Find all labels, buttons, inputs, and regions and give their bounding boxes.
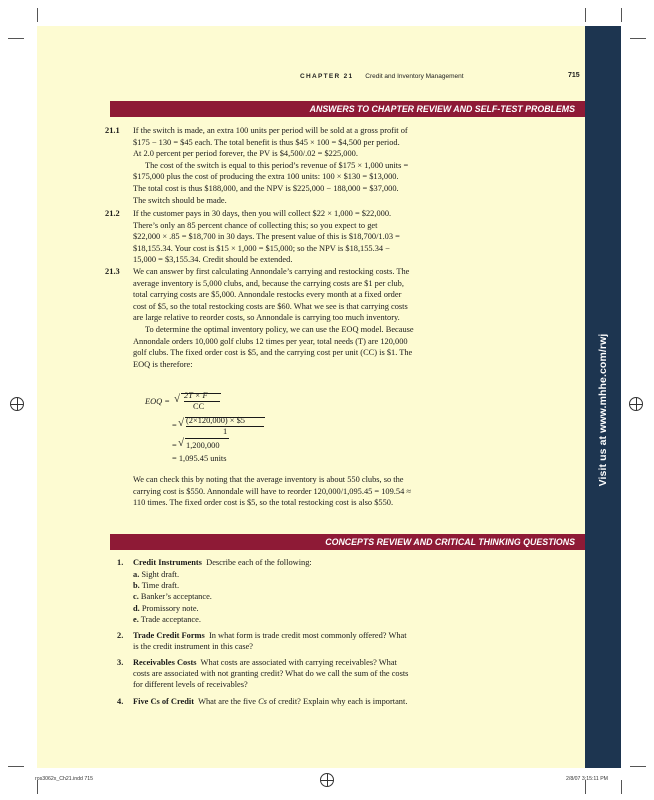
equals-sign: =	[172, 441, 177, 450]
text-line: The switch should be made.	[133, 195, 227, 205]
question-text: is the credit instrument in this case?	[133, 642, 254, 651]
text-line: To determine the optimal inventory policy, we can use the EOQ model. Because	[145, 324, 414, 334]
sqrt-icon: √	[174, 393, 181, 405]
list-item	[133, 603, 199, 614]
question-text: In what form is trade credit most commonly offered? What	[208, 631, 407, 640]
eoq-numerator-values: (2×120,000) × $5	[186, 416, 245, 425]
text-line: are large relative to reorder costs, so Annondale is carrying too much inventory.	[133, 313, 400, 323]
registration-mark-icon	[320, 773, 334, 787]
text-line: We can check this by noting that the average inventory is about 550 clubs, so the	[133, 475, 404, 484]
question-text: of credit? Explain why each is important.	[269, 697, 408, 706]
eoq-numerator: 2T × F	[184, 391, 208, 400]
text-line: cost of $5, so the total restocking costs are $60. What we see is that carrying costs	[133, 301, 408, 311]
question-text: What costs are associated with carrying receivables? What	[200, 658, 397, 667]
problem-number: 21.3	[105, 267, 120, 276]
item-letter: c.	[133, 592, 139, 601]
running-header	[300, 73, 464, 80]
question-2	[133, 630, 407, 641]
registration-mark-icon	[629, 397, 643, 411]
text-line: 15,000 = $3,155.34. Credit should be extended.	[133, 255, 293, 265]
question-number: 3.	[117, 658, 124, 667]
item-text: Sight draft.	[141, 570, 180, 579]
page-number: 715	[568, 72, 580, 79]
question-text: What are the five	[198, 697, 256, 706]
text-line: $175,000 plus the cost of producing the extra 100 units: 100 × $130 = $13,000.	[133, 172, 399, 182]
equals-sign: =	[172, 421, 177, 430]
question-title: Credit Instruments	[133, 558, 202, 567]
text-line: EOQ is therefore:	[133, 359, 193, 369]
text-line: golf clubs. The fixed order cost is $5, and the carrying cost per unit (CC) is $1. The	[133, 348, 413, 358]
text-line: If the switch is made, an extra 100 units per period will be sold at a gross profit of	[133, 126, 408, 135]
footer-file-name: ros3062x_Ch21.indd 715	[35, 776, 93, 782]
chapter-title: Credit and Inventory Management	[365, 73, 464, 80]
question-number: 1.	[117, 558, 124, 567]
text-line: There’s only an 85 percent chance of collecting this; so you expect to get	[133, 220, 378, 230]
answers-heading: ANSWERS TO CHAPTER REVIEW AND SELF-TEST PROBLEMS	[110, 101, 585, 117]
text-line: We can answer by first calculating Annondale’s carrying and restocking costs. The	[133, 267, 410, 276]
text-line: Annondale orders 10,000 golf clubs 12 times per year, total needs (T) are 120,000	[133, 336, 408, 346]
item-text: Banker’s acceptance.	[140, 592, 212, 601]
question-title: Five Cs of Credit	[133, 697, 195, 706]
text-line: The cost of the switch is equal to this period’s revenue of $175 × 1,000 units =	[145, 160, 409, 170]
item-letter: a.	[133, 570, 140, 579]
sidebar-url-text[interactable]: Visit us at www.mhhe.com/rwj	[597, 333, 609, 487]
question-title: Receivables Costs	[133, 658, 197, 667]
problem-number: 21.2	[105, 209, 120, 218]
question-text: for different levels of receivables?	[133, 680, 248, 689]
list-item	[133, 580, 179, 591]
question-1	[133, 557, 312, 568]
text-line: The total cost is thus $188,000, and the NPV is $225,000 − 188,000 = $37,000.	[133, 183, 399, 193]
sqrt-icon: √	[178, 437, 185, 449]
text-line: average inventory is 5,000 clubs, and, because the carrying costs are $1 per club,	[133, 278, 404, 288]
eoq-denominator: CC	[193, 402, 205, 411]
concepts-heading: CONCEPTS REVIEW AND CRITICAL THINKING QUESTIONS	[110, 534, 585, 550]
item-text: Trade acceptance.	[140, 615, 201, 624]
eoq-denominator-value: 1	[223, 427, 228, 436]
question-text: Describe each of the following:	[206, 558, 312, 567]
question-title: Trade Credit Forms	[133, 631, 205, 640]
text-line: carrying cost is $550. Annondale will have to reorder 120,000/1,095.45 = 109.54 ≈	[133, 486, 411, 496]
list-item	[133, 569, 179, 580]
chapter-label: CHAPTER 21	[300, 73, 354, 80]
registration-mark-icon	[10, 397, 24, 411]
item-text: Time draft.	[141, 581, 180, 590]
item-letter: e.	[133, 615, 139, 624]
text-line: $175 − 130 = $45 each. The total benefit is thus $45 × 100 = $4,500 per period.	[133, 137, 400, 147]
question-number: 2.	[117, 631, 124, 640]
text-line: $18,155.34. Your cost is $15 × 1,000 = $15,000; so the NPV is $18,155.34 −	[133, 243, 390, 253]
answer-21-2	[133, 208, 400, 266]
item-letter: d.	[133, 604, 140, 613]
eoq-radicand: 1,200,000	[186, 441, 220, 450]
answer-21-3	[133, 266, 414, 370]
eoq-result: = 1,095.45 units	[172, 454, 227, 463]
list-item	[133, 591, 212, 602]
text-line: $22,000 × .85 = $18,700 in 30 days. The present value of this is $18,700/1.03 =	[133, 232, 400, 242]
question-3	[133, 657, 397, 668]
item-letter: b.	[133, 581, 140, 590]
problem-number: 21.1	[105, 126, 120, 135]
question-number: 4.	[117, 697, 124, 706]
footer-timestamp: 2/8/07 3:15:11 PM	[566, 776, 609, 782]
eoq-lhs: EOQ =	[145, 397, 170, 406]
sqrt-icon: √	[178, 417, 185, 429]
question-text: costs are associated with not granting credit? What do we call the sum of the costs	[133, 669, 409, 678]
question-4	[133, 696, 407, 707]
list-item	[133, 614, 201, 625]
text-line: 110 times. The fixed order cost is $5, so the total restocking cost is also $550.	[133, 498, 394, 508]
text-line: At 2.0 percent per period forever, the PV is $4,500/.02 = $225,000.	[133, 149, 358, 159]
item-text: Promissory note.	[141, 604, 199, 613]
question-text-italic: Cs	[258, 697, 267, 706]
answer-21-1	[133, 125, 408, 206]
text-line: total carrying costs are $5,000. Annondale restocks every month at a fixed order	[133, 290, 402, 300]
answer-21-3-check	[133, 474, 411, 509]
text-line: If the customer pays in 30 days, then you will collect $22 × 1,000 = $22,000.	[133, 209, 392, 218]
